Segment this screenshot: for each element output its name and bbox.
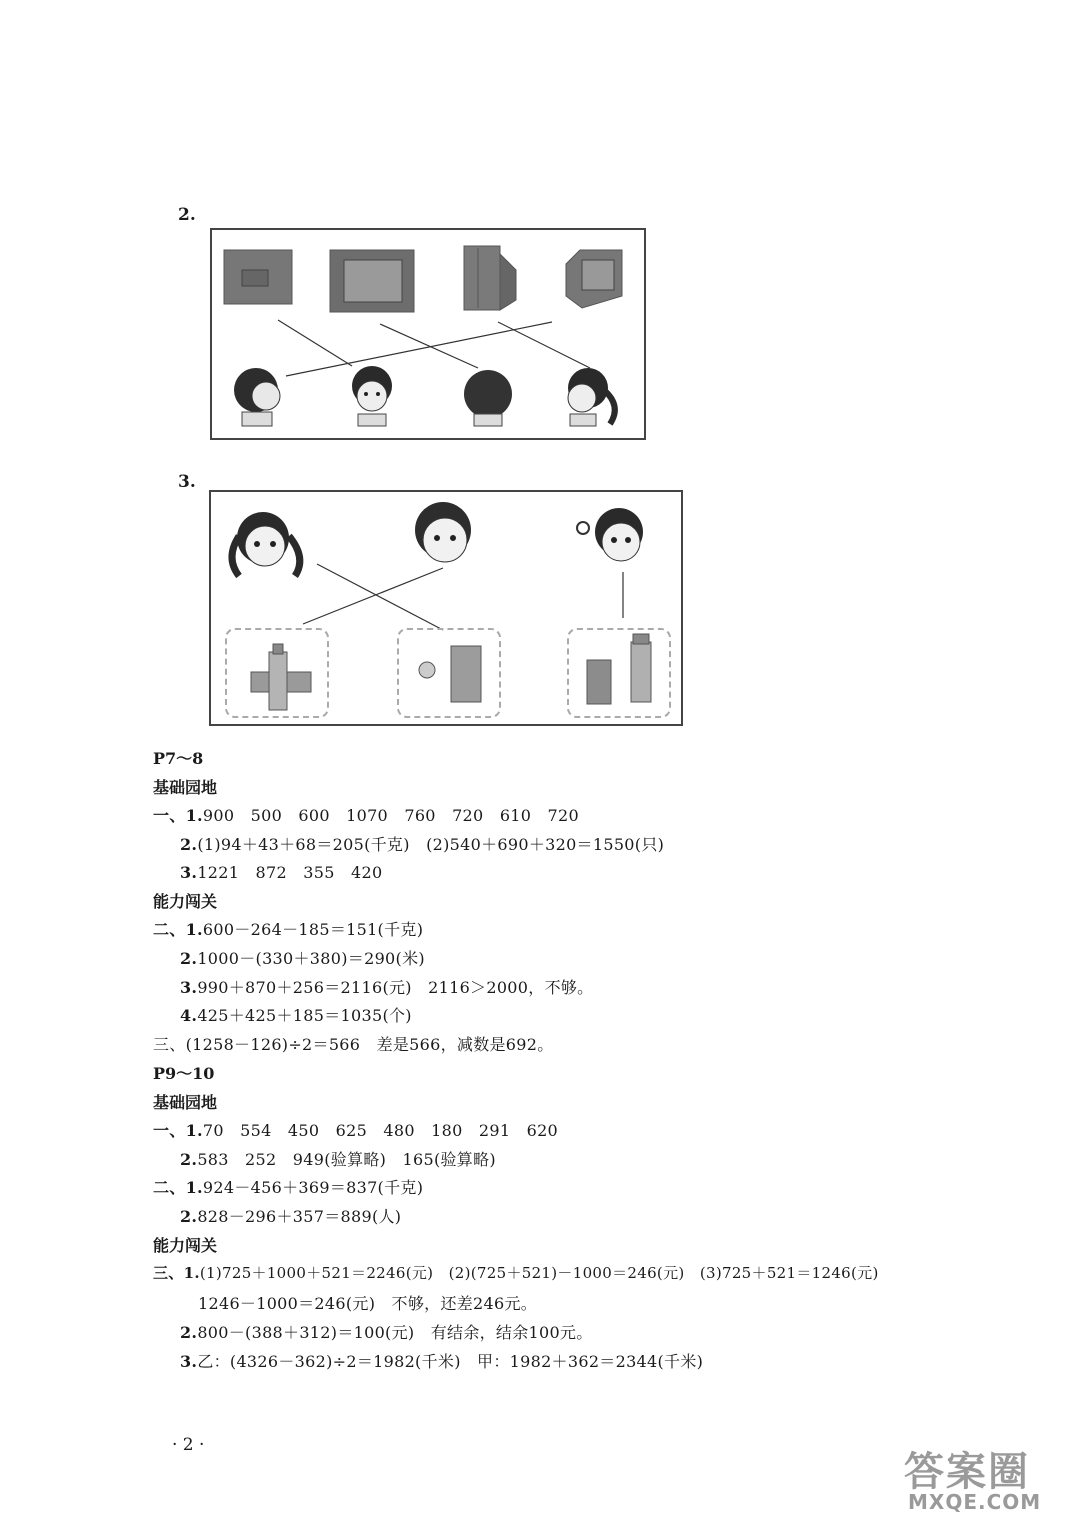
answer-line: 一、1.900 500 600 1070 760 720 610 720	[153, 806, 579, 825]
tv-back-icon	[224, 250, 292, 304]
answer-line: 一、1.70 554 450 625 480 180 291 620	[153, 1121, 559, 1140]
watermark-url: MXQE.COM	[908, 1490, 1042, 1514]
girl-front-view-icon	[352, 366, 392, 426]
answer-line: 4.425＋425＋185＝1035(个)	[180, 1006, 412, 1025]
answer-line: 3.1221 872 355 420	[180, 863, 383, 882]
question-2-label: 2.	[178, 205, 196, 225]
answer-line: 二、1.924－456＋369＝837(千克)	[153, 1178, 424, 1197]
answer-line: 2.828－296＋357＝889(人)	[180, 1207, 402, 1226]
heading-basic-1: 基础园地	[153, 778, 218, 797]
section-title-p9-10: P9～10	[153, 1064, 215, 1083]
tv-angled-icon	[566, 250, 622, 308]
page-number: · 2 ·	[172, 1435, 205, 1455]
heading-ability-1: 能力闯关	[153, 892, 218, 911]
girl-twin-tails-icon	[232, 512, 300, 576]
answer-line: 2.(1)94＋43＋68＝205(千克) (2)540＋690＋320＝1550(只)	[180, 835, 665, 854]
boy-back-view-icon	[464, 370, 512, 426]
tv-views-illustration	[212, 230, 644, 438]
question-3-label: 3.	[178, 472, 196, 492]
answer-line: 1246－1000＝246(元) 不够，还差246元。	[198, 1294, 538, 1313]
girl-bow-icon	[577, 508, 643, 561]
answer-line: 3.990＋870＋256＝2116(元) 2116＞2000，不够。	[180, 978, 594, 997]
answer-line: 三、(1258－126)÷2＝566 差是566，减数是692。	[153, 1035, 554, 1054]
option-box-2	[397, 628, 501, 718]
answer-line: 2.800－(388＋312)＝100(元) 有结余，结余100元。	[180, 1323, 593, 1342]
watermark-logo: 答案圈	[904, 1449, 1030, 1495]
objects-matching-box	[209, 490, 683, 726]
heading-ability-2: 能力闯关	[153, 1236, 218, 1255]
answer-line: 2.583 252 949(验算略) 165(验算略)	[180, 1150, 496, 1169]
boy-side-view-icon	[234, 368, 280, 426]
answer-line: 3.乙：(4326－362)÷2＝1982(千米) 甲：1982＋362＝2344(千米)	[180, 1352, 704, 1371]
answer-line: 三、1.(1)725＋1000＋521＝2246(元) (2)(725＋521)－1000＝246(元) (3)725＋521＝1246(元)	[153, 1264, 879, 1282]
option-box-1	[225, 628, 329, 718]
tv-matching-box	[210, 228, 646, 440]
tv-front-icon	[330, 250, 414, 312]
answer-line: 2.1000－(330＋380)＝290(米)	[180, 949, 425, 968]
girl-side-view-icon	[568, 368, 615, 426]
heading-basic-2: 基础园地	[153, 1093, 218, 1112]
tv-side-icon	[464, 246, 516, 310]
section-title-p7-8: P7～8	[153, 749, 204, 768]
boy-face-icon	[415, 502, 471, 562]
answer-line: 二、1.600－264－185＝151(千克)	[153, 920, 424, 939]
option-box-3	[567, 628, 671, 718]
